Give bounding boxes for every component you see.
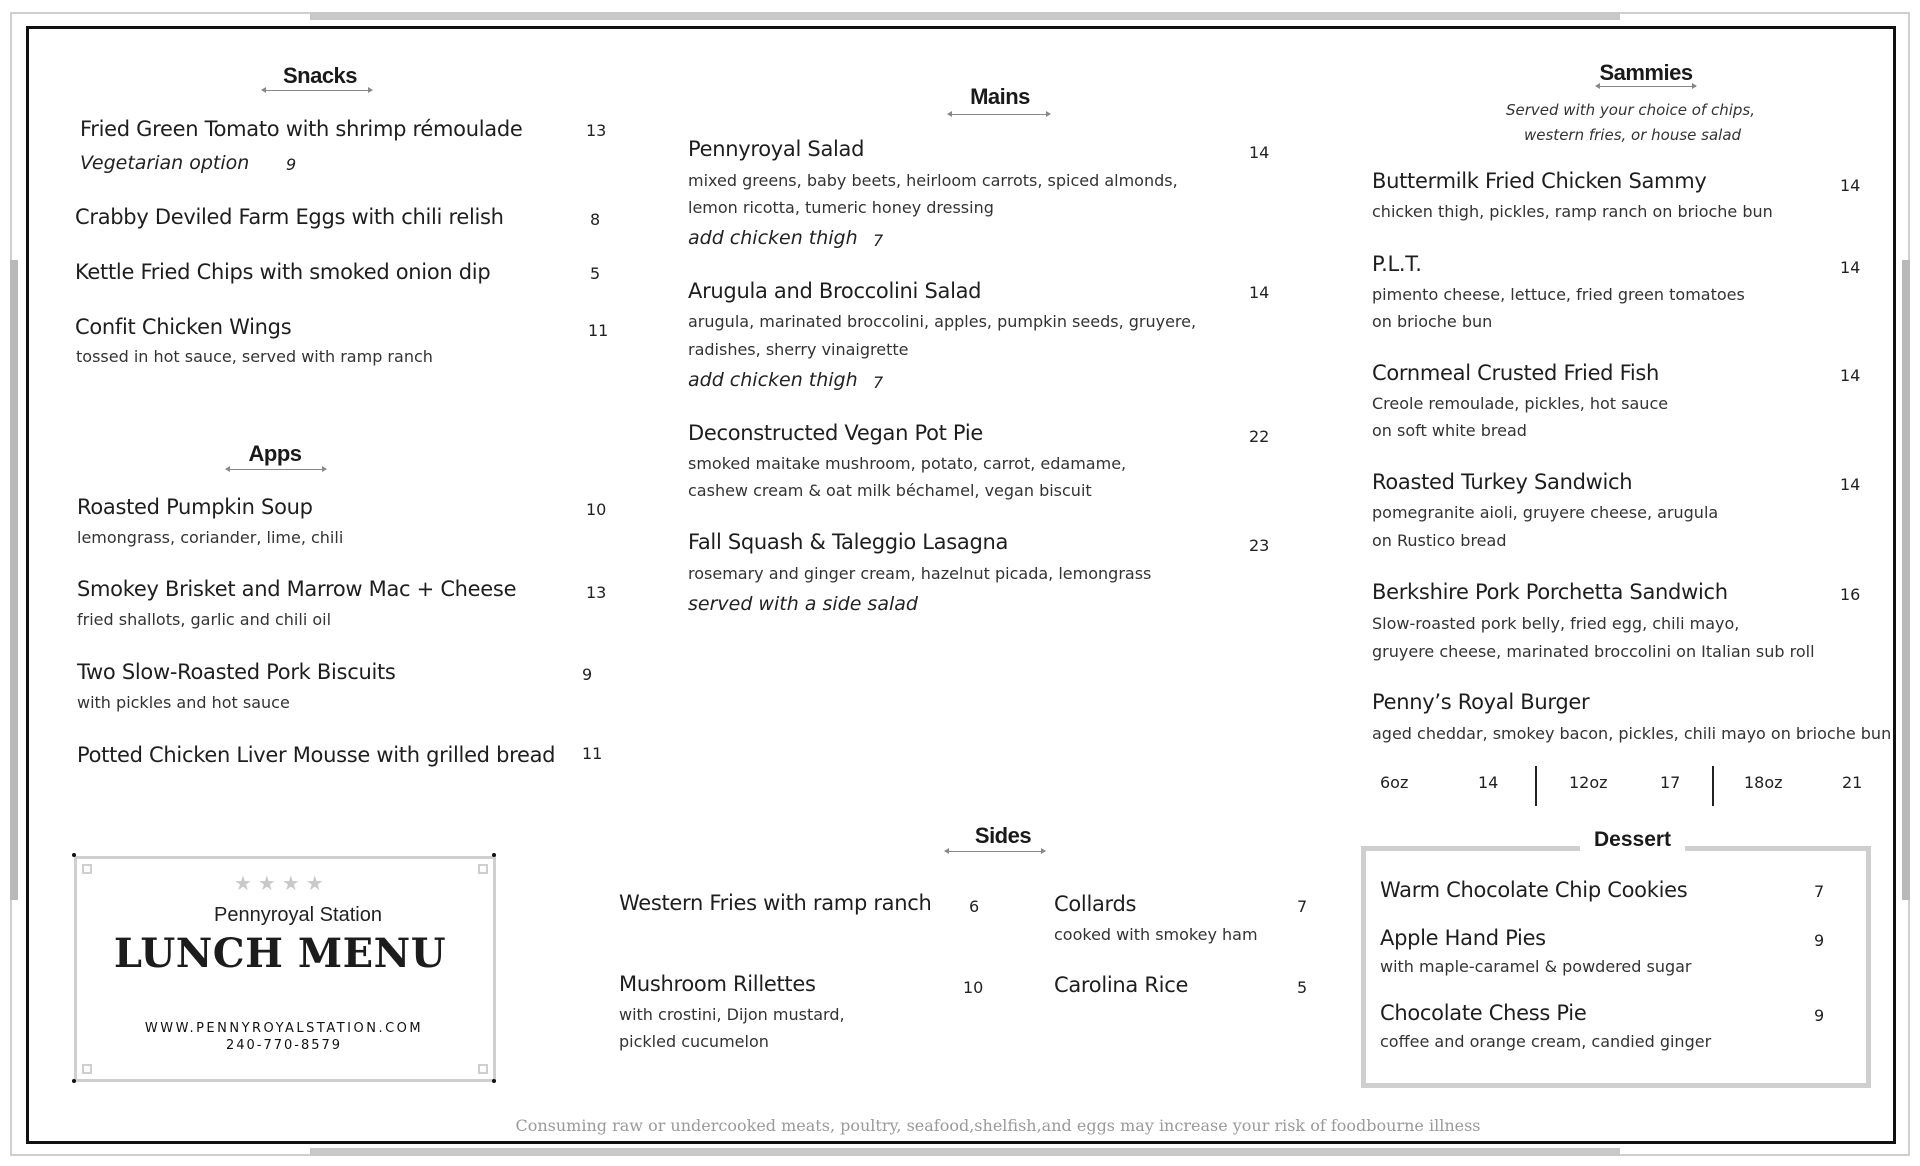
snack-item-price: 11 [588,321,609,340]
sammies-subtitle: Served with your choice of chips, [1506,101,1755,119]
mains-heading: Mains [970,84,1030,109]
app-item-name: Two Slow-Roasted Pork Biscuits [77,660,396,684]
sammy-item-name: Roasted Turkey Sandwich [1372,470,1633,494]
menu-title: LUNCH MENU [113,930,447,977]
sammy-item-name: Buttermilk Fried Chicken Sammy [1372,169,1707,193]
corner-ornament [478,864,488,874]
snack-item-option-price: 9 [286,155,297,174]
main-item-price: 14 [1249,143,1270,162]
snacks-heading: Snacks [282,63,358,88]
main-item-desc: lemon ricotta, tumeric honey dressing [688,198,994,217]
burger-size-price: 17 [1660,773,1681,792]
main-item-name: Arugula and Broccolini Salad [688,279,982,303]
snacks-heading-rule [262,90,372,91]
side-item-desc: cooked with smokey ham [1054,925,1258,944]
main-item-desc: smoked maitake mushroom, potato, carrot, edamame, [688,454,1127,473]
side-item-desc: pickled cucumelon [619,1032,769,1051]
app-item-price: 10 [586,500,607,519]
sammies-heading-rule [1596,86,1696,87]
app-item-desc: with pickles and hot sauce [77,693,290,712]
main-item-addon: add chicken thigh [688,227,858,249]
burger-size: 18oz [1744,773,1783,792]
website-link[interactable]: WWW.PENNYROYALSTATION.COM [144,1021,424,1036]
sammy-item-price: 14 [1840,258,1861,277]
side-item-price: 7 [1297,897,1308,916]
sammy-item-price: 14 [1840,475,1861,494]
sammy-item-price: 16 [1840,585,1861,604]
frame-top-accent [310,12,1620,20]
sammy-item-desc: Slow-roasted pork belly, fried egg, chili mayo, [1372,614,1740,633]
corner-ornament [82,864,92,874]
frame-left-accent [10,260,18,900]
apps-heading: Apps [248,441,302,466]
snack-item-price: 5 [590,264,601,283]
frame-bottom-accent [310,1148,1620,1156]
dessert-item-name: Chocolate Chess Pie [1380,1001,1587,1025]
sammy-item-desc: gruyere cheese, marinated broccolini on Italian sub roll [1372,642,1815,661]
main-item-desc: mixed greens, baby beets, heirloom carrots, spiced almonds, [688,171,1178,190]
main-item-addon-price: 7 [873,373,884,392]
main-item-note: served with a side salad [688,593,918,615]
corner-ornament [478,1064,488,1074]
sammies-subtitle: western fries, or house salad [1524,126,1742,144]
food-safety-disclaimer: Consuming raw or undercooked meats, poultry, seafood,shelfish,and eggs may increase your risk of foodbourne illness [515,1116,1481,1135]
apps-heading-rule [226,469,326,470]
snack-item-name: Crabby Deviled Farm Eggs with chili relish [75,205,504,229]
burger-size-price: 14 [1478,773,1499,792]
sammy-item-price: 14 [1840,366,1861,385]
side-item-name: Western Fries with ramp ranch [619,891,932,915]
dessert-item-name: Warm Chocolate Chip Cookies [1380,878,1688,902]
dessert-heading: Dessert [1580,828,1685,852]
sammy-item-desc: on Rustico bread [1372,531,1507,550]
snack-item-desc: tossed in hot sauce, served with ramp ranch [76,347,433,366]
main-item-name: Pennyroyal Salad [688,137,865,161]
sammy-item-desc: Creole remoulade, pickles, hot sauce [1372,394,1669,413]
sammy-item-desc: pomegranite aioli, gruyere cheese, arugula [1372,503,1719,522]
snack-item-name: Fried Green Tomato with shrimp rémoulade [80,117,523,141]
main-item-addon-price: 7 [873,231,884,250]
sammy-item-desc: chicken thigh, pickles, ramp ranch on brioche bun [1372,202,1773,221]
side-item-name: Collards [1054,892,1137,916]
main-item-name: Fall Squash & Taleggio Lasagna [688,530,1009,554]
corner-ornament [82,1064,92,1074]
app-item-desc: lemongrass, coriander, lime, chili [77,528,344,547]
snack-item-option: Vegetarian option [80,152,250,174]
burger-size: 12oz [1569,773,1608,792]
size-divider [1712,766,1714,806]
sammy-item-desc: on soft white bread [1372,421,1527,440]
side-item-price: 10 [963,978,984,997]
star-rating-icon: ★★★★ [234,871,330,895]
sammy-item-name: Berkshire Pork Porchetta Sandwich [1372,580,1728,604]
sammy-item-desc: on brioche bun [1372,312,1493,331]
side-item-desc: with crostini, Dijon mustard, [619,1005,845,1024]
sammy-item-name: Cornmeal Crusted Fried Fish [1372,361,1660,385]
app-item-name: Potted Chicken Liver Mousse with grilled bread [77,743,556,767]
dessert-item-desc: coffee and orange cream, candied ginger [1380,1032,1712,1051]
app-item-price: 13 [586,583,607,602]
burger-size-price: 21 [1842,773,1863,792]
dessert-item-price: 7 [1814,882,1825,901]
sammy-item-name: P.L.T. [1372,252,1422,276]
side-item-name: Mushroom Rillettes [619,972,816,996]
main-item-desc: radishes, sherry vinaigrette [688,340,909,359]
size-divider [1535,766,1537,806]
sammy-item-price: 14 [1840,176,1861,195]
side-item-price: 6 [969,897,980,916]
dessert-item-price: 9 [1814,931,1825,950]
phone-number: 240-770-8579 [225,1038,343,1053]
corner-dot [492,853,496,857]
app-item-name: Roasted Pumpkin Soup [77,495,313,519]
main-item-price: 14 [1249,283,1270,302]
main-item-price: 23 [1249,536,1270,555]
restaurant-name: Pennyroyal Station [214,904,382,926]
sammy-item-name: Penny’s Royal Burger [1372,690,1590,714]
dessert-item-price: 9 [1814,1006,1825,1025]
main-item-desc: cashew cream & oat milk béchamel, vegan biscuit [688,481,1092,500]
main-item-price: 22 [1249,427,1270,446]
snack-item-price: 8 [590,210,601,229]
corner-dot [72,853,76,857]
side-item-price: 5 [1297,978,1308,997]
sides-heading: Sides [974,823,1032,848]
dessert-item-desc: with maple-caramel & powdered sugar [1380,957,1692,976]
snack-item-price: 13 [586,121,607,140]
dessert-item-name: Apple Hand Pies [1380,926,1546,950]
snack-item-name: Confit Chicken Wings [75,315,292,339]
app-item-price: 11 [582,744,603,763]
main-item-desc: rosemary and ginger cream, hazelnut picada, lemongrass [688,564,1152,583]
app-item-desc: fried shallots, garlic and chili oil [77,610,332,629]
sides-heading-rule [945,851,1045,852]
app-item-name: Smokey Brisket and Marrow Mac + Cheese [77,577,517,601]
snack-item-name: Kettle Fried Chips with smoked onion dip [75,260,491,284]
corner-dot [492,1079,496,1083]
mains-heading-rule [948,114,1050,115]
sammy-item-desc: aged cheddar, smokey bacon, pickles, chili mayo on brioche bun [1372,724,1892,743]
frame-right-accent [1902,260,1910,900]
main-item-name: Deconstructed Vegan Pot Pie [688,421,983,445]
sammy-item-desc: pimento cheese, lettuce, fried green tomatoes [1372,285,1745,304]
corner-dot [72,1079,76,1083]
sammies-heading: Sammies [1599,60,1693,85]
side-item-name: Carolina Rice [1054,973,1189,997]
main-item-addon: add chicken thigh [688,369,858,391]
burger-size: 6oz [1380,773,1409,792]
main-item-desc: arugula, marinated broccolini, apples, pumpkin seeds, gruyere, [688,312,1197,331]
app-item-price: 9 [582,665,593,684]
